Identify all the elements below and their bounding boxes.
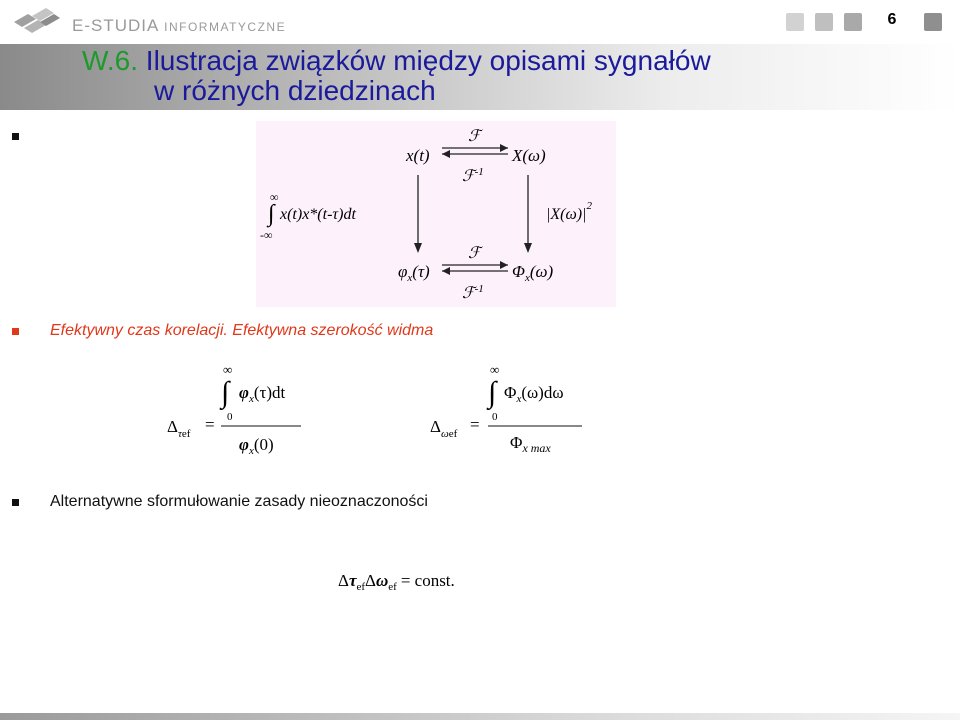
- nav-next-button[interactable]: [844, 13, 862, 31]
- logo-main: E-STUDIA: [72, 16, 159, 35]
- left-integral-lower: -∞: [260, 228, 273, 242]
- relations-diagram: [256, 121, 616, 307]
- forward-transform-top: ℱ: [468, 128, 481, 145]
- formula-uncertainty: [336, 568, 516, 598]
- tau-equals: =: [205, 415, 215, 434]
- omega-lower-limit: 0: [492, 411, 498, 423]
- footer-band: [0, 713, 960, 720]
- logo-text: [72, 16, 286, 36]
- inverse-transform-top: ℱ$^{-1}$: [462, 166, 484, 185]
- left-integrand: x(t)x*(t-τ)dt: [280, 206, 356, 223]
- bullet-text-3: Alternatywne sformułowanie zasady nieoznaczoności: [50, 493, 428, 510]
- tau-lower-limit: 0: [227, 411, 233, 423]
- right-spectrum-label: $|X(\omega)|^2$: [546, 200, 593, 223]
- omega-delta: $\Delta_\omega ef$: [430, 417, 458, 440]
- omega-upper-limit: ∞: [490, 362, 500, 377]
- omega-numerator: $\Phi_x(\omega)d\omega$: [504, 383, 564, 405]
- nav-prev-button[interactable]: [815, 13, 833, 31]
- bullet-text-2: Efektywny czas korelacji. Efektywna szerokość widma: [50, 322, 434, 339]
- formula-omega-ef: [428, 362, 598, 462]
- tau-integral-sign: ∫: [221, 376, 230, 409]
- slide-title-line2: w różnych dziedzinach: [154, 75, 436, 106]
- node-x-t: x(t): [406, 146, 430, 165]
- logo: [10, 4, 310, 42]
- formula-tau-ef: [165, 362, 325, 462]
- logo-mark-icon: [10, 4, 62, 42]
- tau-upper-limit: ∞: [223, 362, 233, 377]
- omega-denominator: $\Phi_{x max}$: [510, 433, 551, 455]
- nav-last-button[interactable]: [924, 13, 942, 31]
- left-integral-upper: ∞: [270, 190, 279, 204]
- tau-delta: $\Delta_\tau ef$: [167, 417, 191, 440]
- tau-denominator: $\varphi_x(0)$: [239, 435, 274, 457]
- bullet-marker-3: [12, 499, 19, 506]
- logo-sub: INFORMATYCZNE: [164, 20, 287, 34]
- bullet-marker-1: [12, 133, 19, 140]
- slide-title-line1: [82, 45, 711, 77]
- left-integral-sign: ∫: [268, 201, 275, 227]
- node-X-omega: X(ω): [512, 146, 546, 165]
- bullet-marker-2: [12, 328, 19, 335]
- forward-transform-bottom: ℱ: [468, 245, 481, 262]
- page-number: 6: [887, 11, 897, 28]
- slide-title-text: Ilustracja związków między opisami sygnałów: [145, 45, 711, 76]
- title-band: [0, 44, 960, 110]
- nav-first-button[interactable]: [786, 13, 804, 31]
- omega-integral-sign: ∫: [488, 376, 497, 409]
- omega-equals: =: [470, 415, 480, 434]
- inverse-transform-bottom: ℱ$^{-1}$: [462, 283, 484, 302]
- node-Phi-omega: $\Phi_x(\omega)$: [512, 262, 554, 284]
- uncertainty-expression: $\Delta\tau_{ef}\Delta\omega_{ef}$ = const.: [338, 571, 455, 593]
- slide-code: W.6.: [82, 45, 139, 76]
- node-phi-tau: $\varphi_x(\tau)$: [398, 262, 430, 284]
- relations-diagram-svg: [256, 121, 616, 307]
- tau-numerator: $\varphi_x(\tau)dt$: [239, 383, 286, 405]
